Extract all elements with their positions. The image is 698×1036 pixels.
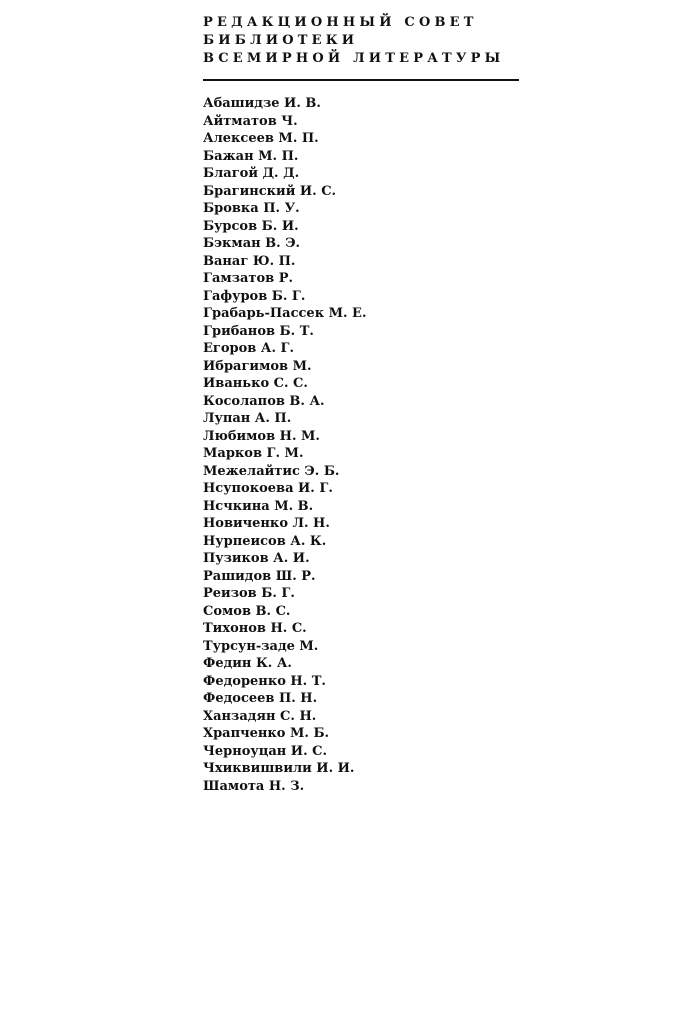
member-name: Тихонов Н. С.	[203, 621, 307, 636]
member-name: Егоров А. Г.	[203, 341, 295, 356]
member-name: Бажан М. П.	[203, 148, 299, 164]
member-name: Благой Д. Д.	[203, 166, 300, 181]
member-name: Марков Г. М.	[203, 446, 304, 461]
heading-rule	[203, 79, 519, 81]
member-name: Косолапов В. А.	[203, 393, 325, 409]
member-name: Айтматов Ч.	[203, 113, 298, 129]
member-name: Бровка П. У.	[203, 201, 300, 216]
member-name: Ибрагимов М.	[203, 358, 312, 374]
heading-line-3: ВСЕМИРНОЙ ЛИТЕРАТУРЫ	[203, 51, 505, 66]
member-name: Иванько С. С.	[203, 376, 308, 391]
member-name: Бурсов Б. И.	[203, 218, 299, 234]
member-name: Бэкман В. Э.	[203, 236, 301, 251]
editorial-board-list	[203, 95, 366, 795]
member-name: Нурпеисов А. К.	[203, 533, 327, 549]
heading-line-2: БИБЛИОТЕКИ	[203, 33, 359, 48]
member-name: Шамота Н. З.	[203, 778, 305, 794]
member-name: Нсчкина М. В.	[203, 498, 314, 514]
member-name: Федосеев П. Н.	[203, 691, 318, 706]
member-name: Турсун-заде М.	[203, 638, 319, 654]
member-name: Рашидов Ш. Р.	[203, 568, 316, 584]
member-name: Храпченко М. Б.	[203, 726, 330, 741]
member-name: Федоренко Н. Т.	[203, 673, 326, 689]
heading-line-1: РЕДАКЦИОННЫЙ СОВЕТ	[203, 15, 478, 30]
member-name: Реизов Б. Г.	[203, 586, 295, 601]
editorial-board-heading	[203, 14, 523, 68]
member-name: Ванаг Ю. П.	[203, 253, 296, 269]
member-name: Абашидзе И. В.	[203, 96, 321, 111]
member-name: Любимов Н. М.	[203, 428, 320, 444]
member-name: Федин К. А.	[203, 656, 292, 671]
member-name: Алексеев М. П.	[203, 131, 319, 146]
member-name: Нсупокоева И. Г.	[203, 481, 333, 496]
member-name: Новиченко Л. Н.	[203, 516, 330, 531]
member-name: Гамзатов Р.	[203, 271, 293, 286]
member-name: Брагинский И. С.	[203, 183, 337, 199]
member-name: Пузиков А. И.	[203, 551, 310, 566]
member-name: Лупан А. П.	[203, 411, 292, 426]
member-name: Межелайтис Э. Б.	[203, 463, 340, 479]
member-name: Чхиквишвили И. И.	[203, 761, 355, 776]
member-name: Грабарь-Пассек М. Е.	[203, 306, 367, 321]
member-name: Черноуцан И. С.	[203, 743, 328, 759]
member-name: Гафуров Б. Г.	[203, 288, 306, 304]
member-name: Грибанов Б. Т.	[203, 323, 314, 339]
member-name: Ханзадян С. Н.	[203, 708, 317, 724]
member-name: Сомов В. С.	[203, 603, 291, 619]
